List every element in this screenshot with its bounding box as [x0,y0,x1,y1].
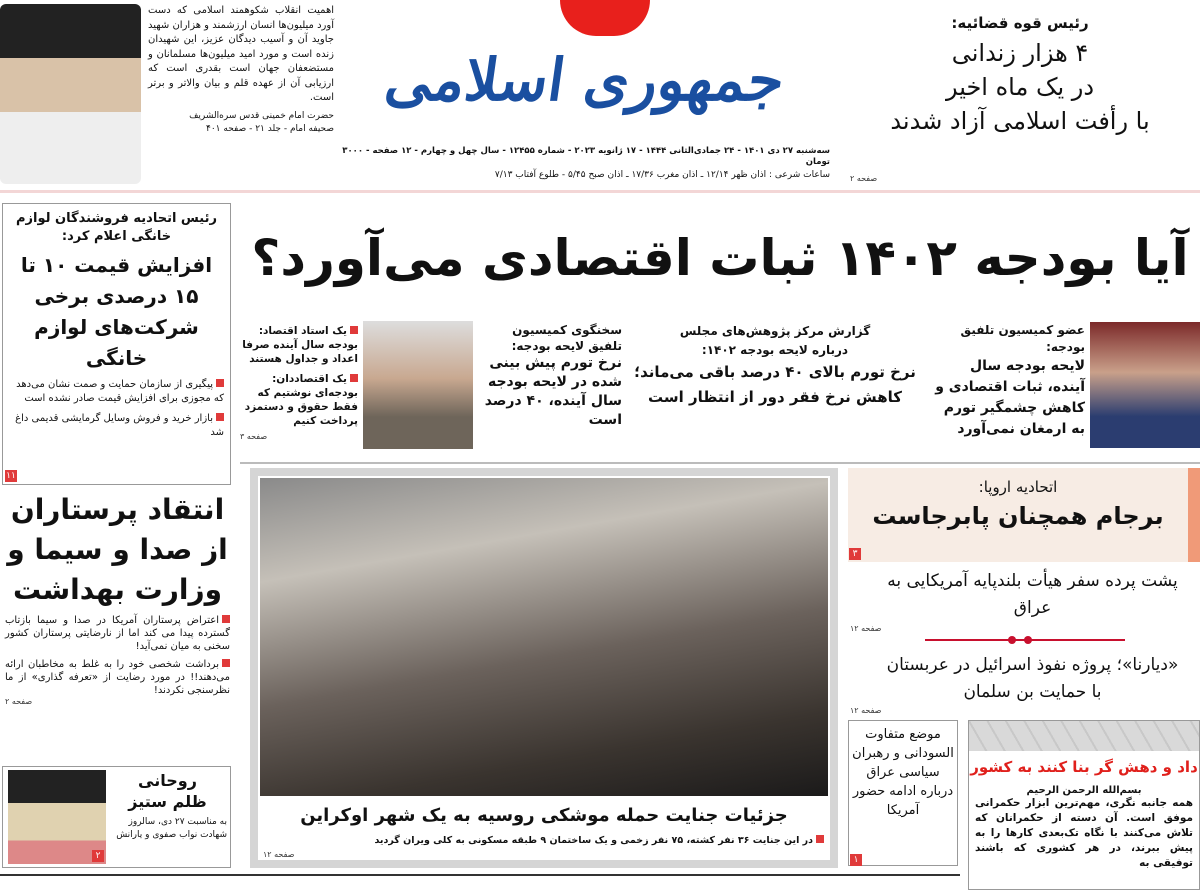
bullet-item[interactable]: یک اقتصاددان: بودجه‌ای نوشتیم که فقط حقوق و دستمزد پرداخت کنیم [244,373,358,427]
destroyed-building-photo [260,478,828,796]
page-ref: صفحه ۳ [240,432,268,441]
page-ref: صفحه ۱۲ [850,706,882,715]
kicker: سخنگوی کمیسیون تلفیق لایحه بودجه: [511,323,622,353]
budget-story-3[interactable] [482,322,622,430]
kicker: عضو کمیسیون تلفیق بودجه: [960,323,1085,354]
bullet-icon [216,379,224,387]
ukraine-headline: جزئیات جنایت حمله موشکی روسیه به یک شهر اوکراین [300,805,788,826]
headline-line: در یک ماه اخیر [945,73,1095,101]
page-badge: ۲ [92,850,104,862]
top-right-story[interactable] [840,14,1200,138]
editorial[interactable] [968,720,1200,890]
kicker: رئیس اتحادیه فروشندگان لوازم خانگی اعلام کرد: [16,211,217,244]
bullet-icon [216,413,224,421]
headline: برجام همچنان پابرجاست [872,502,1164,530]
headline: کاهش نرخ فقر دور از انتظار است [648,388,902,406]
page-ref: صفحه ۱۲ [263,850,295,859]
page-badge: ۱۱ [6,471,16,481]
bullet-item[interactable]: پیگیری از سازمان حمایت و صمت نشان می‌دهد که مجوزی برای افزایش قیمت صادر نشده است [16,379,224,404]
spokesman-photo [363,321,473,449]
page-ref: صفحه ۲ [850,174,878,183]
nurses-headline: انتقاد پرستاران از صدا و سیما و وزارت بهداشت [7,493,228,606]
kicker: رئیس قوه قضائیه: [951,14,1089,32]
divider [925,639,1125,641]
headline: افزایش قیمت ۱۰ تا ۱۵ درصدی برخی شرکت‌های لوازم خانگی [20,253,213,370]
budget-story-1[interactable] [930,322,1085,440]
prayer-times: ساعات شرعی : اذان ظهر ۱۲/۱۴ ـ اذان مغرب ۱۷/۳۶ ـ اذان صبح ۵/۴۵ - طلوع آفتاب ۷/۱۳ [494,170,830,180]
nurses-bullets [5,614,230,697]
budget-story-2[interactable] [625,322,925,410]
headline: نرخ تورم بالای ۴۰ درصد باقی می‌ماند؛ [634,363,916,381]
quote-block [148,4,334,136]
bullet-icon [816,835,824,843]
headline: لایحه بودجه سال آینده، ثبات اقتصادی و کاهش چشمگیر تورم به ارمغان نمی‌آورد [935,358,1085,437]
diyarna-story[interactable]: «دیارنا»؛ پروژه نفوذ اسرائیل در عربستان با حمایت بن سلمان [886,655,1179,702]
khomeini-portrait [0,4,141,184]
budget-story-4[interactable] [240,324,358,444]
bullet-item[interactable]: اعتراض پرستاران آمریکا در صدا و سیما بازتاب گسترده پیدا می کند اما از نارضایتی پرستاران کشور سخنی به میان نمی‌آید! [5,615,230,652]
date-block [340,146,830,181]
quote-reference: صحیفه امام - جلد ۲۱ - صفحه ۴۰۱ [206,123,334,134]
bullet-icon [350,374,358,382]
bullet-item[interactable]: یک استاد اقتصاد: بودجه سال آینده صرفا اعداد و جداول هستند [242,325,358,365]
headline-line: با رأفت اسلامی آزاد شدند [890,107,1150,135]
sudani-story[interactable]: موضع متفاوت السودانی و رهبران سیاسی عراق درباره ادامه حضور آمریکا [848,720,958,866]
page-ref: صفحه ۲ [5,697,33,706]
main-headline[interactable]: آیا بودجه ۱۴۰۲ ثبات اقتصادی می‌آورد؟ [251,229,1189,287]
cleric-text: به مناسبت ۲۷ دی، سالروز شهادت نواب صفوی و یارانش [116,817,227,840]
accent-bar [1188,468,1200,562]
editorial-text: همه جانبه نگری، مهم‌ترین ابزار حکمرانی موفق است. آن دسته از حکمرانان که تلاش می‌کنند با نگاه تک‌بعدی کارها را به پیش ببرند، در هر کشوری که باشند توفیقی به [975,797,1193,869]
divider [240,462,1200,464]
date-line: سه‌شنبه ۲۷ دی ۱۴۰۱ - ۲۴ جمادی‌الثانی ۱۴۴۴ - ۱۷ ژانویه ۲۰۲۳ - شماره ۱۲۴۵۵ - سال چهل و چهارم - ۱۲ صفحه - ۳۰۰۰ تومان [342,146,830,167]
headline-line: ۴ هزار زندانی [951,39,1089,67]
divider [0,190,1200,193]
appliance-story[interactable] [2,203,231,485]
page-badge: ۳ [849,548,861,560]
editorial-headline: داد و دهش گر بنا کنند به کشور [970,758,1198,776]
bullet-icon [222,615,230,623]
page-badge: ۱ [850,854,862,866]
page-ref: صفحه ۱۲ [850,624,882,633]
quote-source: حضرت امام خمینی قدس سره‌الشریف [189,110,334,121]
kicker: گزارش مرکز پژوهش‌های مجلس [679,324,871,338]
bullet-icon [350,326,358,334]
nurses-story[interactable] [5,490,230,706]
divider-dot [1008,636,1016,644]
bullet-icon [222,659,230,667]
eu-story[interactable] [848,468,1188,562]
kicker: اتحادیه اروپا: [978,478,1058,496]
pattern-header [969,721,1199,751]
cleric-headline: روحانی ظلم ستیز [128,771,207,811]
basmala: بسم‌الله الرحمن الرحیم [1026,785,1142,796]
bullet-item[interactable]: برداشت شخصی خود را به غلط به مخاطبان ارائه می‌دهند!! در مورد رضایت از «تعرفه گذاری» از ما نظرسنجی نکردند! [5,659,230,696]
bottom-rule [0,874,960,876]
commission-member-photo [1090,322,1200,448]
quote-text: اهمیت انقلاب شکوهمند اسلامی که دست آورد میلیون‌ها انسان ارزشمند و هزاران شهید جاوید آن و آسیب دیدگان عزیز، این شهیدان زنده است و مورد امید میلیون‌ها مسلمانان و مستضعفان جهان است بقدری است که ارزیابی آن از عهده قلم و بیان والاتر و برتر است. [148,5,334,103]
newspaper-logo[interactable]: جمهوری اسلامی [381,46,789,114]
kicker: درباره لایحه بودجه ۱۴۰۲: [701,343,849,357]
ukraine-sub: در این جنایت ۳۶ نفر کشته، ۷۵ نفر زخمی و یک ساختمان ۹ طبقه مسکونی به کلی ویران گردید [318,834,824,847]
bullet-item[interactable]: بازار خرید و فروش وسایل گرمایشی قدیمی داغ شد [15,413,224,438]
headline: نرخ تورم پیش بینی شده در لایحه بودجه سال آینده، ۴۰ درصد است [484,355,622,428]
iraq-story[interactable]: پشت پرده سفر هیأت بلندپایه آمریکایی به عراق [887,571,1178,618]
